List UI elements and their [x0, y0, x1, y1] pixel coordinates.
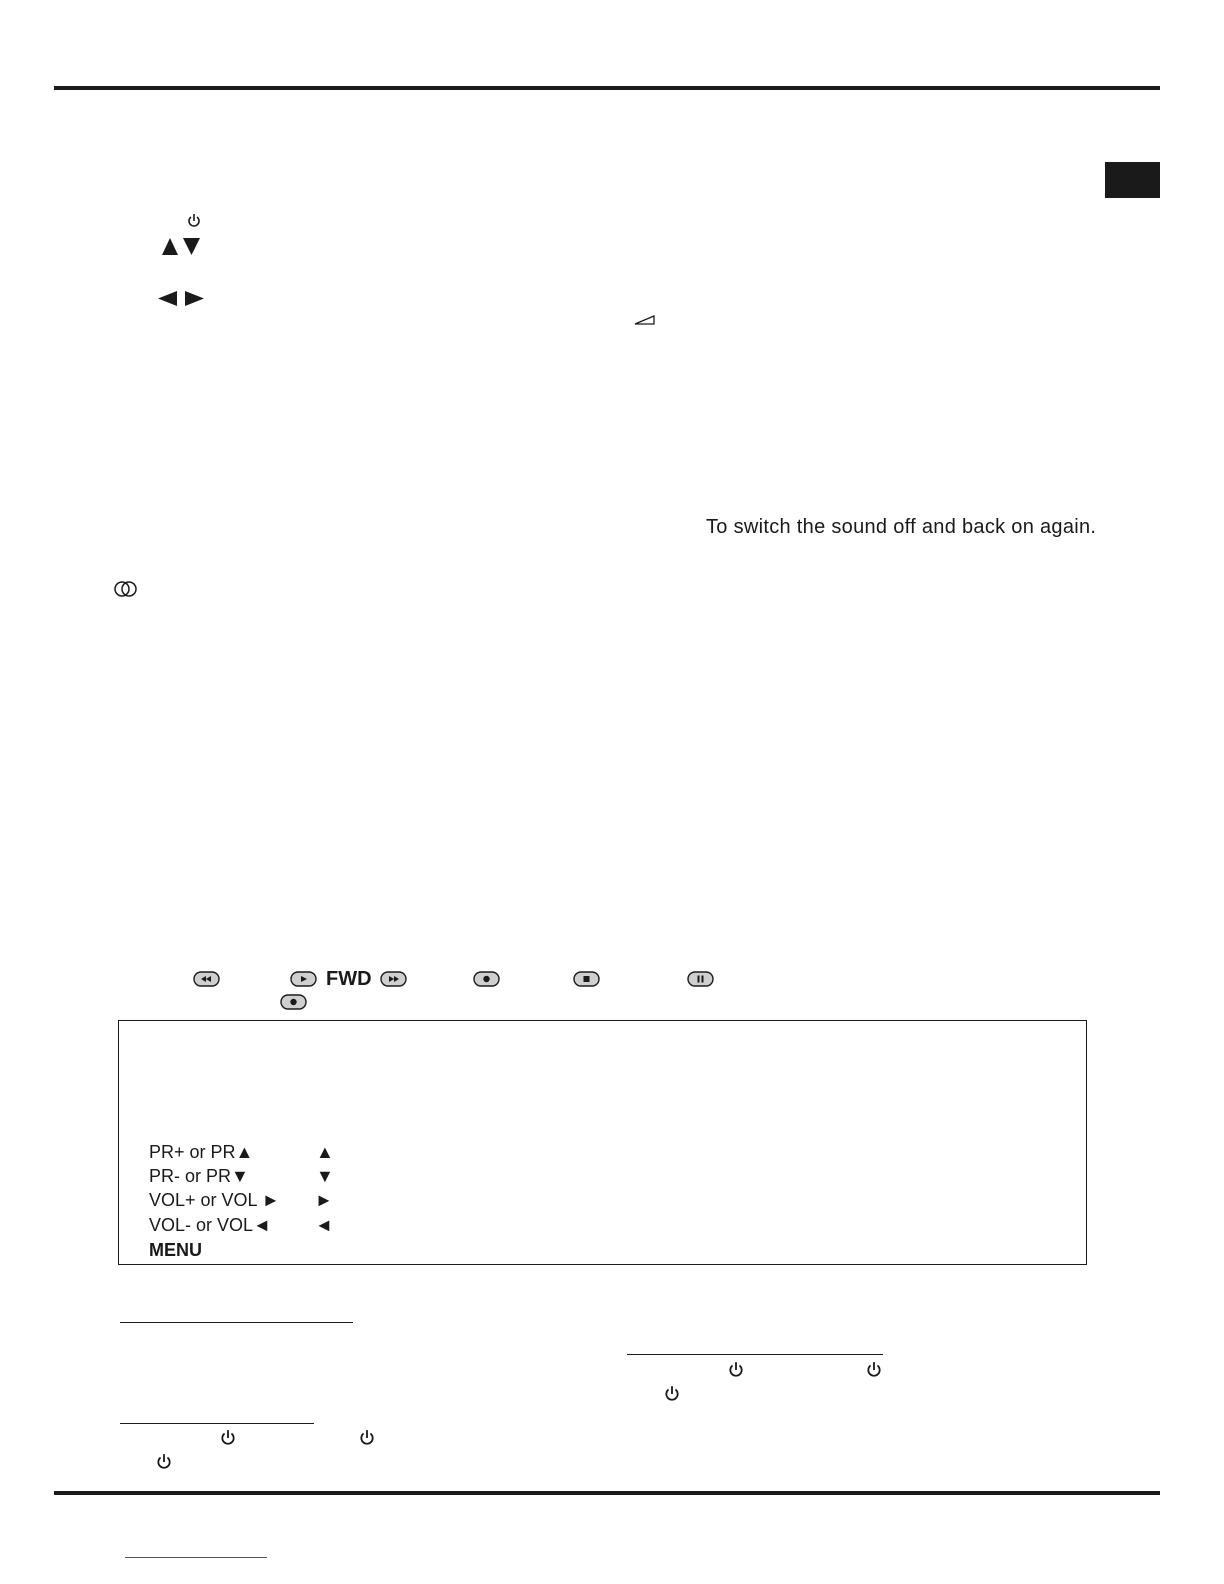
stop-button-icon [573, 971, 600, 987]
key-symbol-right: ► [315, 1190, 333, 1210]
key-label-menu: MENU [149, 1240, 202, 1260]
power-icon [220, 1429, 236, 1446]
key-table-box [118, 1020, 1087, 1265]
mute-description: To switch the sound off and back on again. [706, 516, 1097, 538]
power-icon [359, 1429, 375, 1446]
key-label-vol-plus: VOL+ or VOL ► [149, 1190, 280, 1210]
power-icon [664, 1385, 680, 1402]
section-underline [120, 1322, 353, 1323]
left-right-arrows-icon [157, 290, 205, 307]
fwd-label: FWD [326, 968, 372, 990]
section-underline [120, 1423, 314, 1424]
power-icon [187, 213, 201, 228]
key-symbol-up: ▲ [316, 1142, 334, 1162]
rewind-button-icon [193, 971, 220, 987]
play-button-icon [290, 971, 317, 987]
volume-wedge-icon [634, 314, 656, 326]
key-symbol-left: ◄ [315, 1215, 333, 1235]
power-icon [866, 1361, 882, 1378]
key-label-pr-minus: PR- or PR▼ [149, 1166, 249, 1186]
record-button-icon [280, 994, 307, 1010]
up-down-arrows-icon [161, 237, 201, 256]
footer-rule [54, 1491, 1160, 1495]
power-icon [728, 1361, 744, 1378]
power-icon [156, 1453, 172, 1470]
key-symbol-down: ▼ [316, 1166, 334, 1186]
key-label-vol-minus: VOL- or VOL◄ [149, 1215, 271, 1235]
pause-button-icon [687, 971, 714, 987]
language-tab-marker [1105, 162, 1160, 198]
link-underline[interactable] [125, 1557, 267, 1558]
fast-forward-button-icon [380, 971, 407, 987]
dual-circle-icon [113, 580, 139, 598]
key-label-pr-plus: PR+ or PR▲ [149, 1142, 254, 1162]
header-rule [54, 86, 1160, 90]
section-underline [627, 1354, 883, 1355]
record-button-icon [473, 971, 500, 987]
